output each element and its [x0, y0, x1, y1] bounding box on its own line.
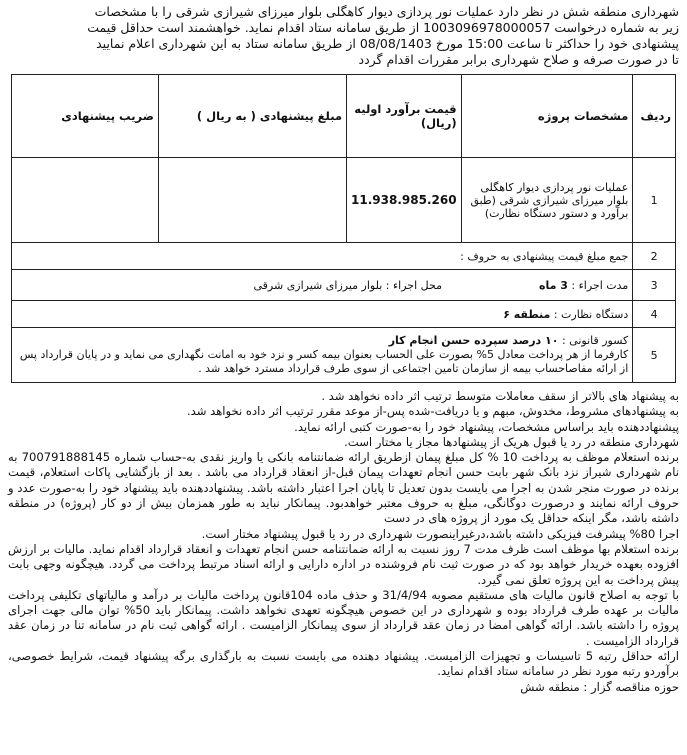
condition-paragraph: ارائه حداقل رتبه 5 تاسیسات و تجهیزات الزامیست. پیشنهاد دهنده می بایست نسبت به بارگذاری برگه پیشنهاد قیمت، شرایط خصوصی، برآوردو رتبه مورد نظر در سامانه ستاد اقدام نماید.: [8, 649, 679, 679]
condition-paragraph: شهرداری منطقه در رد یا قبول هریک از پیشنهادها مجاز یا مختار است.: [344, 434, 679, 449]
supervisor-label: دستگاه نظارت :: [553, 307, 629, 321]
notice-intro: [8, 4, 679, 68]
condition-paragraph: برنده استعلام بها موظف است ظرف مدت 7 روز نسبت به ارائه ضمانتنامه حسن انجام تعهدات و انعقاد قرارداد اقدام نماید. مالیات بر ارزش افزوده بعهده خریدار خواهد بود که در صورت ثبت نام فروشنده در اداره دارایی و ارائه اسناد مرتبط پرداخت می گردد. هیچگونه وجهی بابت پیش پرداخت به این پروژه تعلق نمی گیرد.: [8, 541, 679, 587]
notice-conditions: [8, 389, 679, 695]
table-row: [12, 158, 676, 243]
project-table: [11, 74, 676, 383]
initial-estimate-value: 11.938.985.260: [347, 158, 462, 243]
table-row: [12, 270, 676, 301]
duration-location-cell: [12, 270, 633, 301]
condition-paragraph: اجرا 80% پیشرفت فیزیکی داشته باشد،درغیراینصورت شهرداری در رد یا قبول پیشنهاد مختار است.: [201, 526, 679, 541]
offer-coefficient-cell[interactable]: [12, 158, 159, 243]
legal-deductions-cell: [12, 328, 633, 383]
offer-amount-cell[interactable]: [158, 158, 346, 243]
legal-deductions-value: ۱۰ درصد سپرده حسن انجام کار: [388, 334, 559, 347]
row-index: 4: [633, 301, 676, 328]
table-row: [12, 328, 676, 383]
legal-deductions-label: کسور قانونی :: [561, 334, 629, 347]
condition-paragraph: پیشنهاددهنده باید براساس مشخصات، پیشنهاد خود را به-صورت کتبی ارائه نماید.: [294, 419, 679, 434]
intro-line: تا در صورت صرفه و صلاح شهرداری برابر مقررات اقدام گردد: [358, 52, 679, 67]
duration-label: مدت اجراء :: [571, 278, 629, 292]
header-offer-amount: مبلغ پیشنهادی ( به ریال ): [158, 75, 346, 158]
duration-value: 3 ماه: [538, 278, 568, 292]
row-index: 2: [633, 243, 676, 270]
project-spec-cell: عملیات نور پردازی دیوار کاهگلی بلوار میرزای شیرازی شرقی (طبق برآورد و دستور دستگاه نظارت): [461, 158, 633, 243]
intro-line: پیشنهادی خود را حداکثر تا ساعت 15:00 مورخ 08/08/1403 از طریق سامانه ستاد به این شهرداری اعلام نمایید: [96, 36, 679, 51]
header-offer-coefficient: ضریب پیشنهادی: [12, 75, 159, 158]
table-row: [12, 243, 676, 270]
legal-deductions-text: کارفرما از هر پرداخت معادل 5% بصورت علی الحساب بعنوان بیمه کسر و نزد خود به امانت نگهداری می نماید و در پایان قرارداد پس از ارائه مفاصاحساب بیمه از سازمان تامین اجتماعی از سوی طرف قرارداد مسترد خواهد شد .: [19, 348, 629, 375]
supervisor-cell: [12, 301, 633, 328]
intro-line: شهرداری منطقه شش در نظر دارد عملیات نور پردازی دیوار کاهگلی بلوار میرزای شیرازی شرقی را با مشخصات: [94, 4, 679, 19]
location-label: محل اجراء :: [385, 278, 442, 292]
row-index: 1: [633, 158, 676, 243]
table-header-row: [12, 75, 676, 158]
header-initial-estimate: قیمت برآورد اولیه (ریال): [347, 75, 462, 158]
supervisor-value: منطقه ۶: [503, 307, 551, 321]
tender-authority: حوزه مناقصه گزار : منطقه شش: [520, 679, 679, 694]
condition-paragraph: با توجه به اصلاح قانون مالیات های مستقیم مصوبه 31/4/94 و حذف ماده 104قانون پرداخت مالیات بر درآمد و مالیاتهای تکلیفی پرداخت مالیات بر عهده طرف قرارداد بوده و شهرداری در این خصوص هیچگونه تعهدی نخواهد داشت. پیمانکار باید 50% توان مالی جهت اجرای پروژه را داشته باشد. ارائه گواهی امضا در زمان عقد قرارداد از سوی پیمانکار الزامیست . ارائه گواهی ثبت نام در سامانه تنا در زمان عقد قرارداد الزامیست .: [8, 587, 680, 648]
condition-paragraph: به پیشنهادهای مشروط، مخدوش، مبهم و یا دریافت-شده پس-از موعد مقرر ترتیب اثر داده نخواهد شد.: [186, 404, 679, 419]
row-index: 3: [633, 270, 676, 301]
row-index: 5: [633, 328, 676, 383]
condition-paragraph: به پیشنهاد های بالاتر از سقف معاملات متوسط ترتیب اثر داده نخواهد شد .: [321, 389, 679, 403]
total-in-words-cell[interactable]: [12, 243, 633, 270]
location-value: بلوار میرزای شیرازی شرقی: [253, 278, 383, 292]
table-row: [12, 301, 676, 328]
condition-paragraph: برنده استعلام موظف به پرداخت 10 % کل مبلغ پیمان ازطریق ارائه ضمانتنامه بانکی یا واریز نقدی به-حساب شماره 700791888145 به نام شهرداری شیراز نزد بانک شهر بابت حسن انجام تعهدات پیمان قبل-از انعقاد قرارداد می باشد . بعد از بازگشایی پاکات استعلام، قیمت برنده در صورت منجر شدن به اجرا می بایست بدون تعدیل تا پایان اجرا اعتبار داشته باشد. پیشنهاددهنده باید پیشنهاد خود را به-صورت عدد و حروف ارائه نمایند و درصورت دوگانگی، مبلغ به حروف معتبر خواهدبود. پیمانکار نباید به طور همزمان بیش از دو کار (پروژه) در منطقه داشته باشد، مگر اینکه حداقل یک مورد از پروژه های در دست: [8, 450, 679, 526]
header-project-spec: مشخصات پروژه: [461, 75, 633, 158]
total-in-words-label: جمع مبلغ قیمت پیشنهادی به حروف :: [460, 249, 629, 263]
intro-line: زیر به شماره درخواست 1003096978000057 از طریق سامانه ستاد اقدام نماید. خواهشمند است حداقل قیمت: [87, 20, 679, 35]
header-row-number: ردیف: [633, 75, 676, 158]
